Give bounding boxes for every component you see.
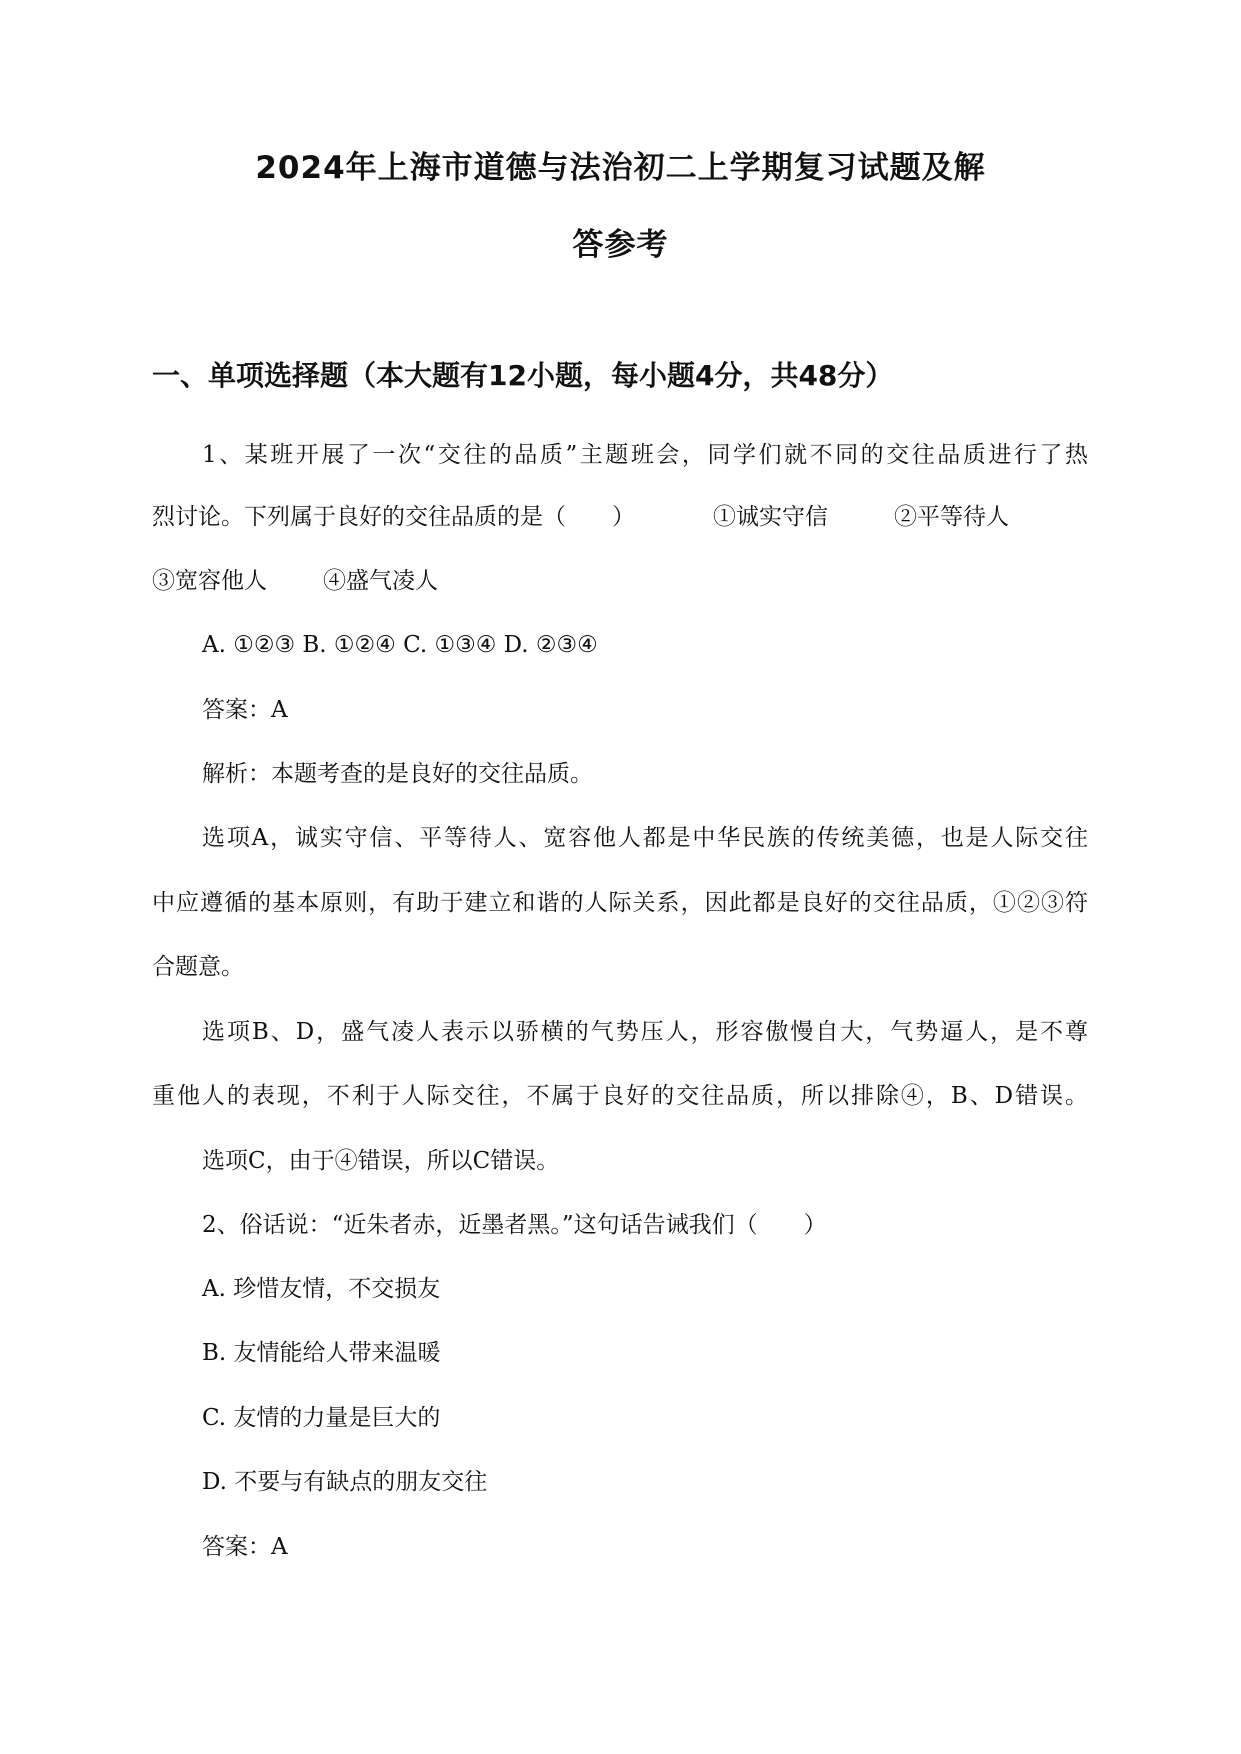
question-1-analysis-c: 选项C，由于④错误，所以C错误。 [202, 1148, 560, 1174]
question-1-analysis-a-line-2: 中应遵循的基本原则，有助于建立和谐的人际关系，因此都是良好的交往品质，①②③符 [152, 890, 1088, 916]
question-2-option-b: B. 友情能给人带来温暖 [202, 1340, 441, 1366]
question-1-analysis-bd-line-2: 重他人的表现，不利于人际交往，不属于良好的交往品质，所以排除④，B、D错误。 [152, 1083, 1088, 1109]
question-2-option-c: C. 友情的力量是巨大的 [202, 1405, 441, 1431]
question-1-stem-line-2-row [152, 502, 1009, 532]
section-heading: 一、单项选择题（本大题有12小题，每小题4分，共48分） [152, 359, 894, 392]
question-1-analysis-a-line-3: 合题意。 [152, 954, 244, 980]
question-2-stem: 2、俗话说：“近朱者赤，近墨者黑。”这句话告诫我们（ ） [202, 1212, 827, 1238]
question-1-analysis: 解析：本题考查的是良好的交往品质。 [202, 761, 593, 787]
question-1-item-2: ②平等待人 [894, 504, 1009, 530]
question-1-options: A. ①②③ B. ①②④ C. ①③④ D. ②③④ [202, 632, 598, 658]
question-1-item-1: ①诚实守信 [713, 504, 828, 530]
document-title-line-2: 答参考 [572, 227, 669, 263]
question-1-item-3: ③宽容他人 [152, 568, 267, 594]
question-1-stem-line-2: 烈讨论。下列属于良好的交往品质的是（ ） [152, 504, 635, 530]
question-1-analysis-a-line-1: 选项A，诚实守信、平等待人、宽容他人都是中华民族的传统美德，也是人际交往 [202, 825, 1088, 851]
question-1-item-4: ④盛气凌人 [323, 568, 438, 594]
document-title-line-1: 2024年上海市道德与法治初二上学期复习试题及解 [255, 150, 986, 186]
question-1-items-row [152, 566, 438, 596]
question-2-option-d: D. 不要与有缺点的朋友交往 [202, 1469, 488, 1495]
question-2-option-a: A. 珍惜友情，不交损友 [202, 1276, 441, 1302]
question-1-stem-line-1: 1、某班开展了一次“交往的品质”主题班会，同学们就不同的交往品质进行了热 [202, 442, 1088, 468]
question-1-analysis-bd-line-1: 选项B、D，盛气凌人表示以骄横的气势压人，形容傲慢自大，气势逼人，是不尊 [202, 1019, 1088, 1045]
question-2-answer: 答案：A [202, 1534, 288, 1560]
question-1-answer: 答案：A [202, 697, 288, 723]
